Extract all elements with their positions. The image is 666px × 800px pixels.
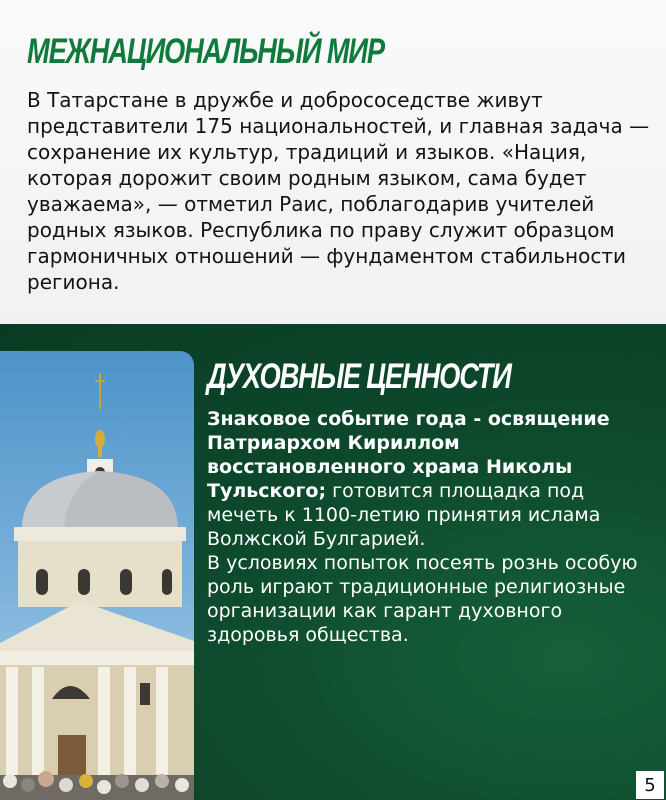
- spiritual-text-rest: готовится площадка под мечеть к 1100-летию принятия ислама Волжской Булгарией.: [207, 480, 601, 550]
- church-illustration: [0, 351, 194, 800]
- spiritual-text-bold: Знаковое событие года - освящение Патриархом Кириллом восстановленного храма Николы Тульского;: [207, 408, 610, 502]
- spiritual-text-para2: В условиях попыток посеять рознь особую роль играют традиционные религиозные организации как гарант духовного здоровья общества.: [207, 552, 638, 646]
- bottom-section: [0, 324, 666, 800]
- section-text-interethnic: В Татарстане в дружбе и добрососедстве живут представители 175 национальностей, и главная задача — сохранение их культур, традиций и языков. «Нация, которая дорожит своим родным языком, сама будет уважаема», — отметил Раис, поблагодарив учителей родных языков. Республика по праву служит образцом гармоничных отношений — фундаментом стабильности региона.: [27, 88, 650, 294]
- section-title-interethnic: МЕЖНАЦИОНАЛЬНЫЙ МИР: [27, 32, 384, 71]
- top-section: [0, 0, 666, 324]
- section-text-spiritual: [207, 407, 647, 647]
- page-number: 5: [636, 771, 664, 799]
- church-photo: [0, 351, 194, 800]
- section-title-spiritual: ДУХОВНЫЕ ЦЕННОСТИ: [207, 357, 511, 396]
